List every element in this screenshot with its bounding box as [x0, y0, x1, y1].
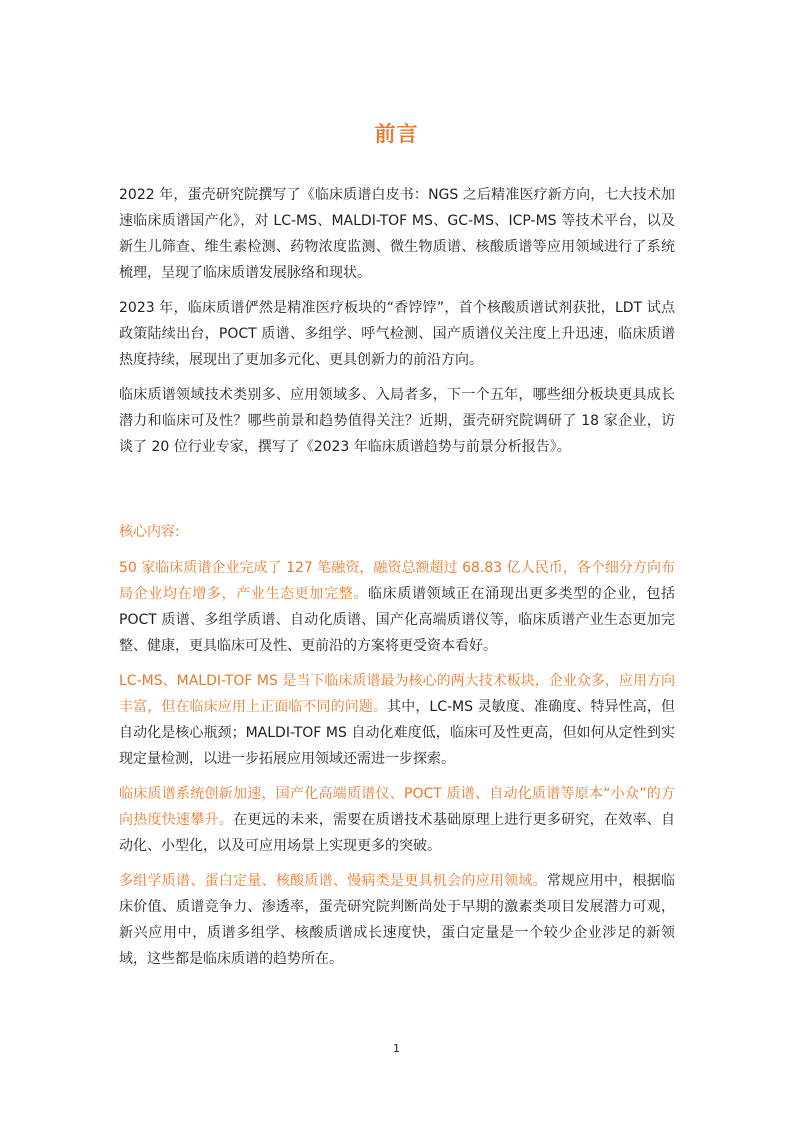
core-item-2-highlight: LC-MS、MALDI-TOF MS 是当下临床质谱最为核心的两大技术板块，企业众多，应用方向丰富，但在临床应用上正面临不同的问题。 — [119, 673, 675, 715]
core-content-section — [119, 555, 675, 981]
core-item-1-text: 临床质谱领域正在涌现出更多类型的企业，包括 POCT 质谱、多组学质谱、自动化质谱、国产化高端质谱仪等，临床质谱产业生态更加完整、健康，更具临床可及性、更前沿的方案将更受资本看好。 — [119, 586, 676, 654]
intro-section — [119, 182, 675, 469]
core-item-4-highlight: 多组学质谱、蛋白定量、核酸质谱、慢病类是更具机会的应用领域。 — [119, 873, 547, 889]
page-title: 前言 — [374, 122, 419, 146]
intro-paragraph-3: 临床质谱领域技术类别多、应用领域多、入局者多，下一个五年，哪些细分板块更具成长潜力和临床可及性？哪些前景和趋势值得关注？近期，蛋壳研究院调研了 18 家企业，访谈了 20 位行业专家，撰写了《2023 年临床质谱趋势与前景分析报告》。 — [119, 387, 675, 455]
core-item-2 — [119, 668, 675, 772]
core-item-1 — [119, 555, 675, 659]
core-item-4 — [119, 868, 675, 972]
core-item-4-text: 常规应用中，根据临床价值、质谱竞争力、渗透率，蛋壳研究院判断尚处于早期的激素类项目发展潜力可观，新兴应用中，质谱多组学、核酸质谱成长速度快，蛋白定量是一个较少企业涉足的新领域，这些都是临床质谱的趋势所在。 — [119, 873, 676, 967]
core-content-heading: 核心内容: — [119, 524, 180, 540]
core-item-2-text: 其中，LC-MS 灵敏度、准确度、特异性高，但自动化是核心瓶颈；MALDI-TOF MS 自动化难度低，临床可及性更高，但如何从定性到实现定量检测，以进一步拓展应用领域还需进一步探索。 — [119, 699, 676, 767]
core-item-3-highlight: 临床质谱系统创新加速，国产化高端质谱仪、POCT 质谱、自动化质谱等原本“小众”的方向热度快速攀升。 — [119, 786, 675, 828]
intro-paragraph-1: 2022 年，蛋壳研究院撰写了《临床质谱白皮书：NGS 之后精准医疗新方向，七大技术加速临床质谱国产化》，对 LC-MS、MALDI-TOF MS、GC-MS、ICP-MS 等技术平台，以及新生儿筛查、维生素检测、药物浓度监测、微生物质谱、核酸质谱等应用领域进行了系统梳理，呈现了临床质谱发展脉络和现状。 — [119, 187, 675, 281]
intro-paragraph-2: 2023 年，临床质谱俨然是精准医疗板块的“香饽饽”，首个核酸质谱试剂获批，LDT 试点政策陆续出台，POCT 质谱、多组学、呼气检测、国产质谱仪关注度上升迅速，临床质谱热度持续，展现出了更加多元化、更具创新力的前沿方向。 — [119, 300, 675, 368]
core-item-3-text: 在更远的未来，需要在质谱技术基础原理上进行更多研究，在效率、自动化、小型化，以及可应用场景上实现更多的突破。 — [119, 812, 676, 854]
page-number: 1 — [393, 1042, 400, 1055]
core-item-1-highlight: 50 家临床质谱企业完成了 127 笔融资，融资总额超过 68.83 亿人民币，各个细分方向布局企业均在增多，产业生态更加完整。 — [119, 560, 675, 602]
core-item-3 — [119, 781, 675, 859]
